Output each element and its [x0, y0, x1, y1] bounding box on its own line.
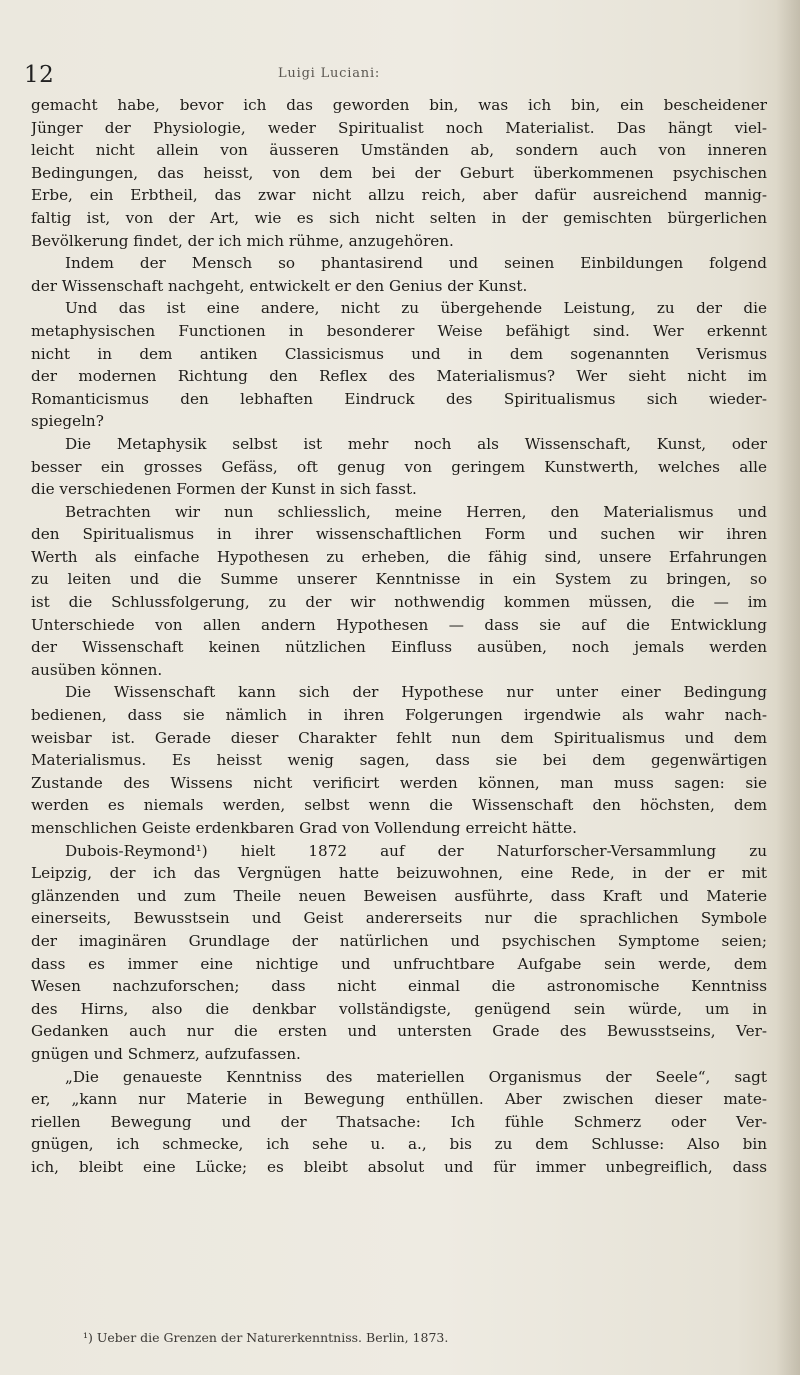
- page-edge-shadow: [776, 0, 800, 1375]
- text-line: Jünger der Physiologie, weder Spiritualist noch Materialist. Das hängt viel-: [31, 118, 767, 137]
- text-line: Werth als einfache Hypothesen zu erheben, die fähig sind, unsere Erfahrungen: [31, 547, 767, 566]
- text-line: Bevölkerung findet, der ich mich rühme, anzugehören.: [31, 231, 454, 250]
- text-line: „Die genaueste Kenntniss des materiellen Organismus der Seele“, sagt: [65, 1067, 767, 1086]
- text-line: Romanticismus den lebhaften Eindruck des Spiritualismus sich wieder-: [31, 389, 767, 408]
- text-line: dass es immer eine nichtige und unfruchtbare Aufgabe sein werde, dem: [31, 954, 767, 973]
- text-line: Zustande des Wissens nicht verificirt werden können, man muss sagen: sie: [31, 773, 767, 792]
- running-head: Luigi Luciani:: [278, 66, 381, 81]
- text-line: Wesen nachzuforschen; dass nicht einmal die astronomische Kenntniss: [31, 977, 767, 996]
- text-line: Materialismus. Es heisst wenig sagen, dass sie bei dem gegenwärtigen: [31, 751, 767, 770]
- text-line: Dubois-Reymond¹) hielt 1872 auf der Naturforscher-Versammlung zu: [65, 841, 767, 860]
- text-line: die verschiedenen Formen der Kunst in sich fasst.: [31, 480, 417, 499]
- text-line: der imaginären Grundlage der natürlichen und psychischen Symptome seien;: [31, 931, 767, 950]
- text-line: gnügen, ich schmecke, ich sehe u. a., bis zu dem Schlusse: Also bin: [31, 1135, 767, 1154]
- text-line: Betrachten wir nun schliesslich, meine Herren, den Materialismus und: [65, 502, 767, 521]
- text-line: leicht nicht allein von äusseren Umständen ab, sondern auch von inneren: [31, 141, 767, 160]
- text-line: Gedanken auch nur die ersten und untersten Grade des Bewusstseins, Ver-: [31, 1022, 767, 1041]
- text-line: der modernen Richtung den Reflex des Materialismus? Wer sieht nicht im: [31, 367, 767, 386]
- text-line: den Spiritualismus in ihrer wissenschaftlichen Form und suchen wir ihren: [31, 525, 767, 544]
- text-line: menschlichen Geiste erdenkbaren Grad von Vollendung erreicht hätte.: [31, 819, 577, 837]
- text-line: einerseits, Bewusstsein und Geist andererseits nur die sprachlichen Symbole: [31, 909, 767, 928]
- text-line: nicht in dem antiken Classicismus und in dem sogenannten Verismus: [31, 344, 767, 363]
- text-line: Indem der Mensch so phantasirend und seinen Einbildungen folgend: [65, 254, 767, 273]
- text-line: bedienen, dass sie nämlich in ihren Folgerungen irgendwie als wahr nach-: [31, 706, 767, 725]
- text-line: ausüben können.: [31, 660, 163, 679]
- text-line: spiegeln?: [31, 412, 104, 431]
- text-line: der Wissenschaft nachgeht, entwickelt er den Genius der Kunst.: [31, 276, 528, 295]
- text-line: gemacht habe, bevor ich das geworden bin, was ich bin, ein bescheidener: [31, 96, 767, 114]
- text-line: Die Wissenschaft kann sich der Hypothese nur unter einer Bedingung: [65, 683, 767, 702]
- text-line: des Hirns, also die denkbar vollständigste, genügend sein würde, um in: [31, 999, 767, 1018]
- text-line: Bedingungen, das heisst, von dem bei der Geburt überkommenen psychischen: [31, 163, 767, 182]
- text-line: riellen Bewegung und der Thatsache: Ich fühle Schmerz oder Ver-: [31, 1112, 767, 1131]
- body-text: [31, 94, 767, 1179]
- text-line: werden es niemals werden, selbst wenn die Wissenschaft den höchsten, dem: [31, 796, 767, 815]
- text-line: der Wissenschaft keinen nützlichen Einfluss ausüben, noch jemals werden: [31, 638, 767, 657]
- footnote: ¹) Ueber die Grenzen der Naturerkenntniss. Berlin, 1873.: [83, 1330, 449, 1345]
- page-number: 12: [24, 62, 55, 88]
- text-line: glänzenden und zum Theile neuen Beweisen ausführte, dass Kraft und Materie: [31, 886, 767, 905]
- text-line: faltig ist, von der Art, wie es sich nicht selten in der gemischten bürgerlichen: [31, 208, 767, 227]
- text-line: weisbar ist. Gerade dieser Charakter fehlt nun dem Spiritualismus und dem: [31, 728, 767, 747]
- text-line: er, „kann nur Materie in Bewegung enthüllen. Aber zwischen dieser mate-: [31, 1090, 767, 1109]
- text-line: Leipzig, der ich das Vergnügen hatte beizuwohnen, eine Rede, in der er mit: [31, 864, 767, 883]
- text-line: metaphysischen Functionen in besonderer Weise befähigt sind. Wer erkennt: [31, 321, 767, 340]
- text-line: besser ein grosses Gefäss, oft genug von geringem Kunstwerth, welches alle: [31, 457, 767, 476]
- text-line: Die Metaphysik selbst ist mehr noch als Wissenschaft, Kunst, oder: [65, 434, 767, 453]
- text-line: Erbe, ein Erbtheil, das zwar nicht allzu reich, aber dafür ausreichend mannig-: [31, 186, 767, 205]
- text-line: zu leiten und die Summe unserer Kenntnisse in ein System zu bringen, so: [31, 570, 767, 589]
- page-header: [24, 62, 764, 92]
- text-line: ich, bleibt eine Lücke; es bleibt absolut und für immer unbegreiflich, dass: [31, 1157, 767, 1176]
- text-line: ist die Schlussfolgerung, zu der wir nothwendig kommen müssen, die — im: [31, 593, 767, 612]
- text-line: Unterschiede von allen andern Hypothesen — dass sie auf die Entwicklung: [31, 615, 767, 634]
- text-line: gnügen und Schmerz, aufzufassen.: [31, 1044, 301, 1063]
- text-line: Und das ist eine andere, nicht zu übergehende Leistung, zu der die: [65, 299, 767, 318]
